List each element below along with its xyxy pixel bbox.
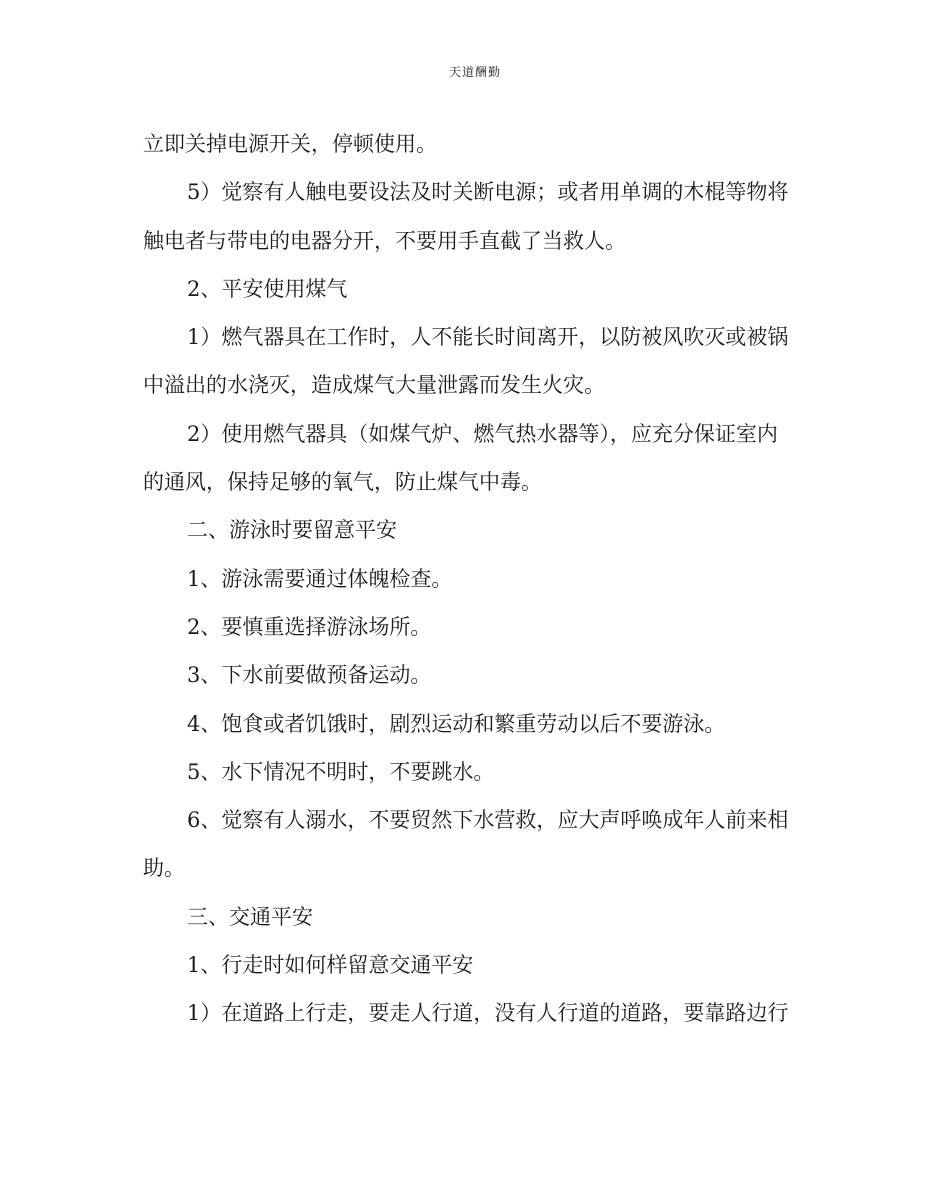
section-heading: 2、平安使用煤气 <box>187 276 348 301</box>
list-item: 2、要慎重选择游泳场所。 <box>187 614 432 639</box>
section-heading: 三、交通平安 <box>187 904 313 929</box>
text-line: 助。 <box>143 856 185 881</box>
section-heading: 1、行走时如何样留意交通平安 <box>187 953 474 978</box>
text-line: 1）在道路上行走，要走人行道，没有人行道的道路，要靠路边行 <box>187 1001 789 1026</box>
list-item: 5、水下情况不明时，不要跳水。 <box>187 759 495 784</box>
text-line: 中溢出的水浇灭，造成煤气大量泄露而发生火灾。 <box>143 373 605 398</box>
list-item: 4、饱食或者饥饿时，剧烈运动和繁重劳动以后不要游泳。 <box>187 711 726 736</box>
section-heading: 二、游泳时要留意平安 <box>187 518 397 543</box>
text-line: 2）使用燃气器具（如煤气炉、燃气热水器等），应充分保证室内 <box>187 421 778 446</box>
list-item: 3、下水前要做预备运动。 <box>187 663 432 688</box>
list-item: 6、觉察有人溺水，不要贸然下水营救，应大声呼唤成年人前来相 <box>187 808 789 833</box>
document-body <box>143 120 808 1038</box>
list-item: 1、游泳需要通过体魄检查。 <box>187 566 453 591</box>
text-line: 立即关掉电源开关，停顿使用。 <box>143 132 437 156</box>
text-line: 的通风，保持足够的氧气，防止煤气中毒。 <box>143 470 542 495</box>
page-header: 天道酬勤 <box>448 65 501 79</box>
text-line: 5）觉察有人触电要设法及时关断电源；或者用单调的木棍等物将 <box>187 180 789 205</box>
text-line: 触电者与带电的电器分开，不要用手直截了当救人。 <box>143 228 626 253</box>
text-line: 1）燃气器具在工作时，人不能长时间离开，以防被风吹灭或被锅 <box>187 325 789 350</box>
